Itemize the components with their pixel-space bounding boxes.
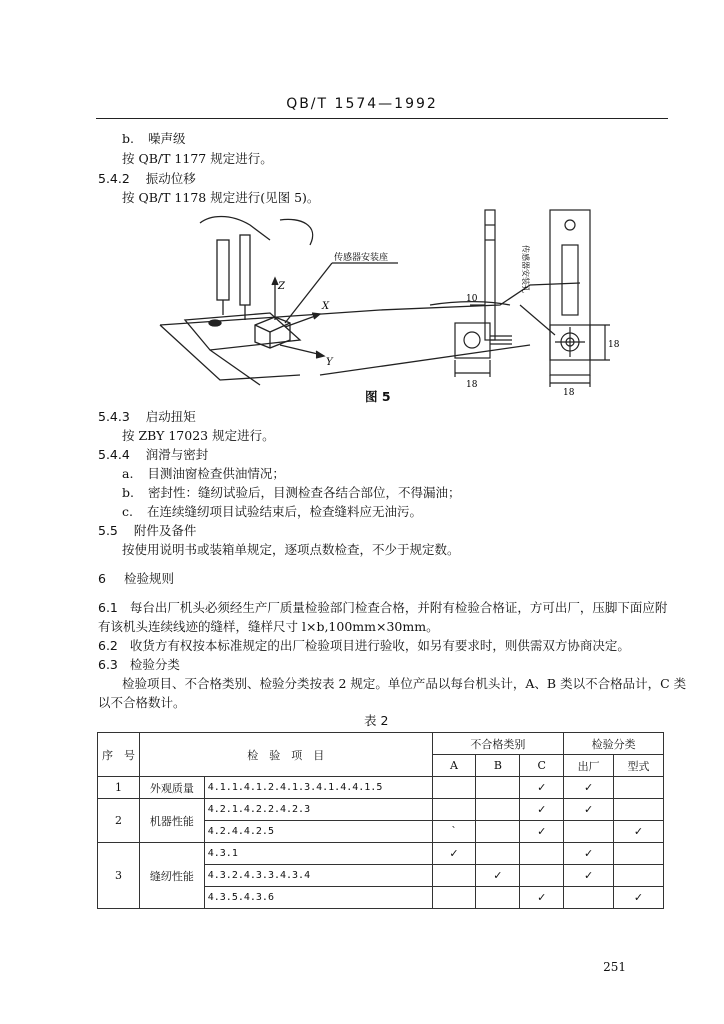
dim-10: 10	[466, 294, 478, 304]
section-number: 5.4.3	[98, 409, 130, 424]
section-5-5	[98, 522, 196, 539]
section-title: 启动扭矩	[145, 409, 196, 424]
cell-seq: 3	[98, 843, 140, 909]
section-6-2	[98, 637, 630, 654]
section-6-3-text: 检验项目、不合格类别、检验分类按表 2 规定。单位产品以每台机头计，A、B 类以不合格品计，C 类	[122, 676, 687, 691]
cell-type: ✓	[614, 821, 664, 843]
lub-item-c	[122, 503, 422, 520]
item-b	[122, 130, 185, 147]
section-text: 每台出厂机头必须经生产厂质量检验部门检查合格，并附有检验合格证，方可出厂，压脚下面应附	[129, 600, 668, 615]
cell-name: 缝纫性能	[139, 843, 204, 909]
table-title: 表 2	[364, 713, 389, 728]
item-text: 目测油窗检查供油情况；	[147, 466, 285, 481]
lub-item-a	[122, 465, 285, 482]
axis-z-label: Z	[278, 281, 285, 292]
cell-clauses: 4.3.2.4.3.3.4.3.4	[204, 865, 432, 887]
section-5-4-4	[98, 446, 208, 463]
axis-x-label: X	[322, 301, 330, 312]
section-5-4-2	[98, 170, 196, 187]
accessory-rule: 按使用说明书或装箱单规定，逐项点数检查，不少于规定数。	[122, 542, 460, 557]
cell-factory: ✓	[564, 777, 614, 799]
item-label: b.	[122, 485, 134, 500]
cell-seq: 2	[98, 799, 140, 843]
cell-a	[432, 799, 476, 821]
cell-b	[476, 777, 520, 799]
header-rule	[96, 118, 668, 119]
section-title: 检验分类	[129, 657, 180, 672]
section-title: 检验规则	[123, 571, 174, 586]
cell-type	[614, 865, 664, 887]
cell-factory: ✓	[564, 865, 614, 887]
item-text: 密封性：缝纫试验后，目测检查各结合部位，不得漏油；	[147, 485, 461, 500]
section-title: 振动位移	[145, 171, 196, 186]
cell-name: 外观质量	[139, 777, 204, 799]
cell-c: ✓	[520, 777, 564, 799]
cell-c	[520, 865, 564, 887]
cell-a	[432, 887, 476, 909]
sensor-seat-label: 传感器安装座	[334, 253, 389, 263]
cell-c: ✓	[520, 821, 564, 843]
section-title: 附件及备件	[133, 523, 197, 538]
cell-type	[614, 799, 664, 821]
header-factory: 出厂	[564, 755, 614, 777]
cell-type	[614, 777, 664, 799]
section-6-1	[98, 599, 667, 616]
page-number: 251	[603, 960, 626, 974]
section-text: 收货方有权按本标准规定的出厂检验项目进行验收，如另有要求时，则供需双方协商决定。	[129, 638, 630, 653]
figure-5	[100, 205, 630, 395]
dim-18-left: 18	[466, 380, 478, 390]
cell-seq: 1	[98, 777, 140, 799]
header-c: C	[520, 755, 564, 777]
section-6-1-cont: 有该机头连续线迹的缝样，缝样尺寸 l×b,100mm×30mm。	[98, 619, 439, 634]
cell-name: 机器性能	[139, 799, 204, 843]
cell-factory: ✓	[564, 843, 614, 865]
cell-b	[476, 799, 520, 821]
section-title: 润滑与密封	[145, 447, 209, 462]
cell-factory	[564, 887, 614, 909]
cell-a: `	[432, 821, 476, 843]
section-6	[98, 570, 174, 587]
header-classification: 检验分类	[564, 733, 664, 755]
table-row	[98, 799, 664, 821]
table-row	[98, 777, 664, 799]
cell-b	[476, 887, 520, 909]
header-a: A	[432, 755, 476, 777]
item-b-text: 噪声级	[147, 131, 186, 146]
cell-clauses: 4.1.1.4.1.2.4.1.3.4.1.4.4.1.5	[204, 777, 432, 799]
noise-rule: 按 QB/T 1177 规定进行。	[122, 151, 273, 166]
header-seq: 序 号	[98, 733, 140, 777]
section-number: 6.3	[98, 657, 118, 672]
torque-rule: 按 ZBY 17023 规定进行。	[122, 428, 275, 443]
cell-clauses: 4.2.4.4.2.5	[204, 821, 432, 843]
table-row	[98, 843, 664, 865]
cell-c: ✓	[520, 887, 564, 909]
header-nonconformity: 不合格类别	[432, 733, 564, 755]
item-label: c.	[122, 504, 133, 519]
page-header: QB/T 1574—1992	[286, 96, 438, 112]
item-text: 在连续缝纫项目试验结束后，检查缝料应无油污。	[146, 504, 422, 519]
dim-18-bottom: 18	[563, 388, 575, 395]
figure-caption: 图 5	[365, 389, 391, 404]
lub-item-b	[122, 484, 460, 501]
item-label: a.	[122, 466, 134, 481]
cell-c: ✓	[520, 799, 564, 821]
cell-b: ✓	[476, 865, 520, 887]
section-5-4-3	[98, 408, 196, 425]
cell-clauses: 4.3.1	[204, 843, 432, 865]
cell-type: ✓	[614, 887, 664, 909]
section-6-3	[98, 656, 180, 673]
cell-type	[614, 843, 664, 865]
cell-a	[432, 777, 476, 799]
axis-y-label: Y	[326, 357, 333, 368]
vibration-rule: 按 QB/T 1178 规定进行(见图 5)。	[122, 190, 320, 205]
header-b: B	[476, 755, 520, 777]
header-item: 检 验 项 目	[139, 733, 432, 777]
section-number: 6	[98, 571, 106, 586]
section-number: 6.1	[98, 600, 118, 615]
cell-b	[476, 843, 520, 865]
section-6-3-text-cont: 以不合格数计。	[98, 695, 186, 710]
cell-clauses: 4.2.1.4.2.2.4.2.3	[204, 799, 432, 821]
sensor-hole-label: 传感器安装孔	[521, 245, 530, 293]
section-number: 6.2	[98, 638, 118, 653]
inspection-table	[97, 732, 664, 909]
cell-factory: ✓	[564, 799, 614, 821]
section-number: 5.5	[98, 523, 118, 538]
section-number: 5.4.4	[98, 447, 130, 462]
cell-a	[432, 865, 476, 887]
cell-b	[476, 821, 520, 843]
section-number: 5.4.2	[98, 171, 130, 186]
cell-c	[520, 843, 564, 865]
header-type: 型式	[614, 755, 664, 777]
cell-clauses: 4.3.5.4.3.6	[204, 887, 432, 909]
cell-a: ✓	[432, 843, 476, 865]
item-b-label: b.	[122, 131, 134, 146]
dim-18-right: 18	[608, 340, 620, 350]
cell-factory	[564, 821, 614, 843]
